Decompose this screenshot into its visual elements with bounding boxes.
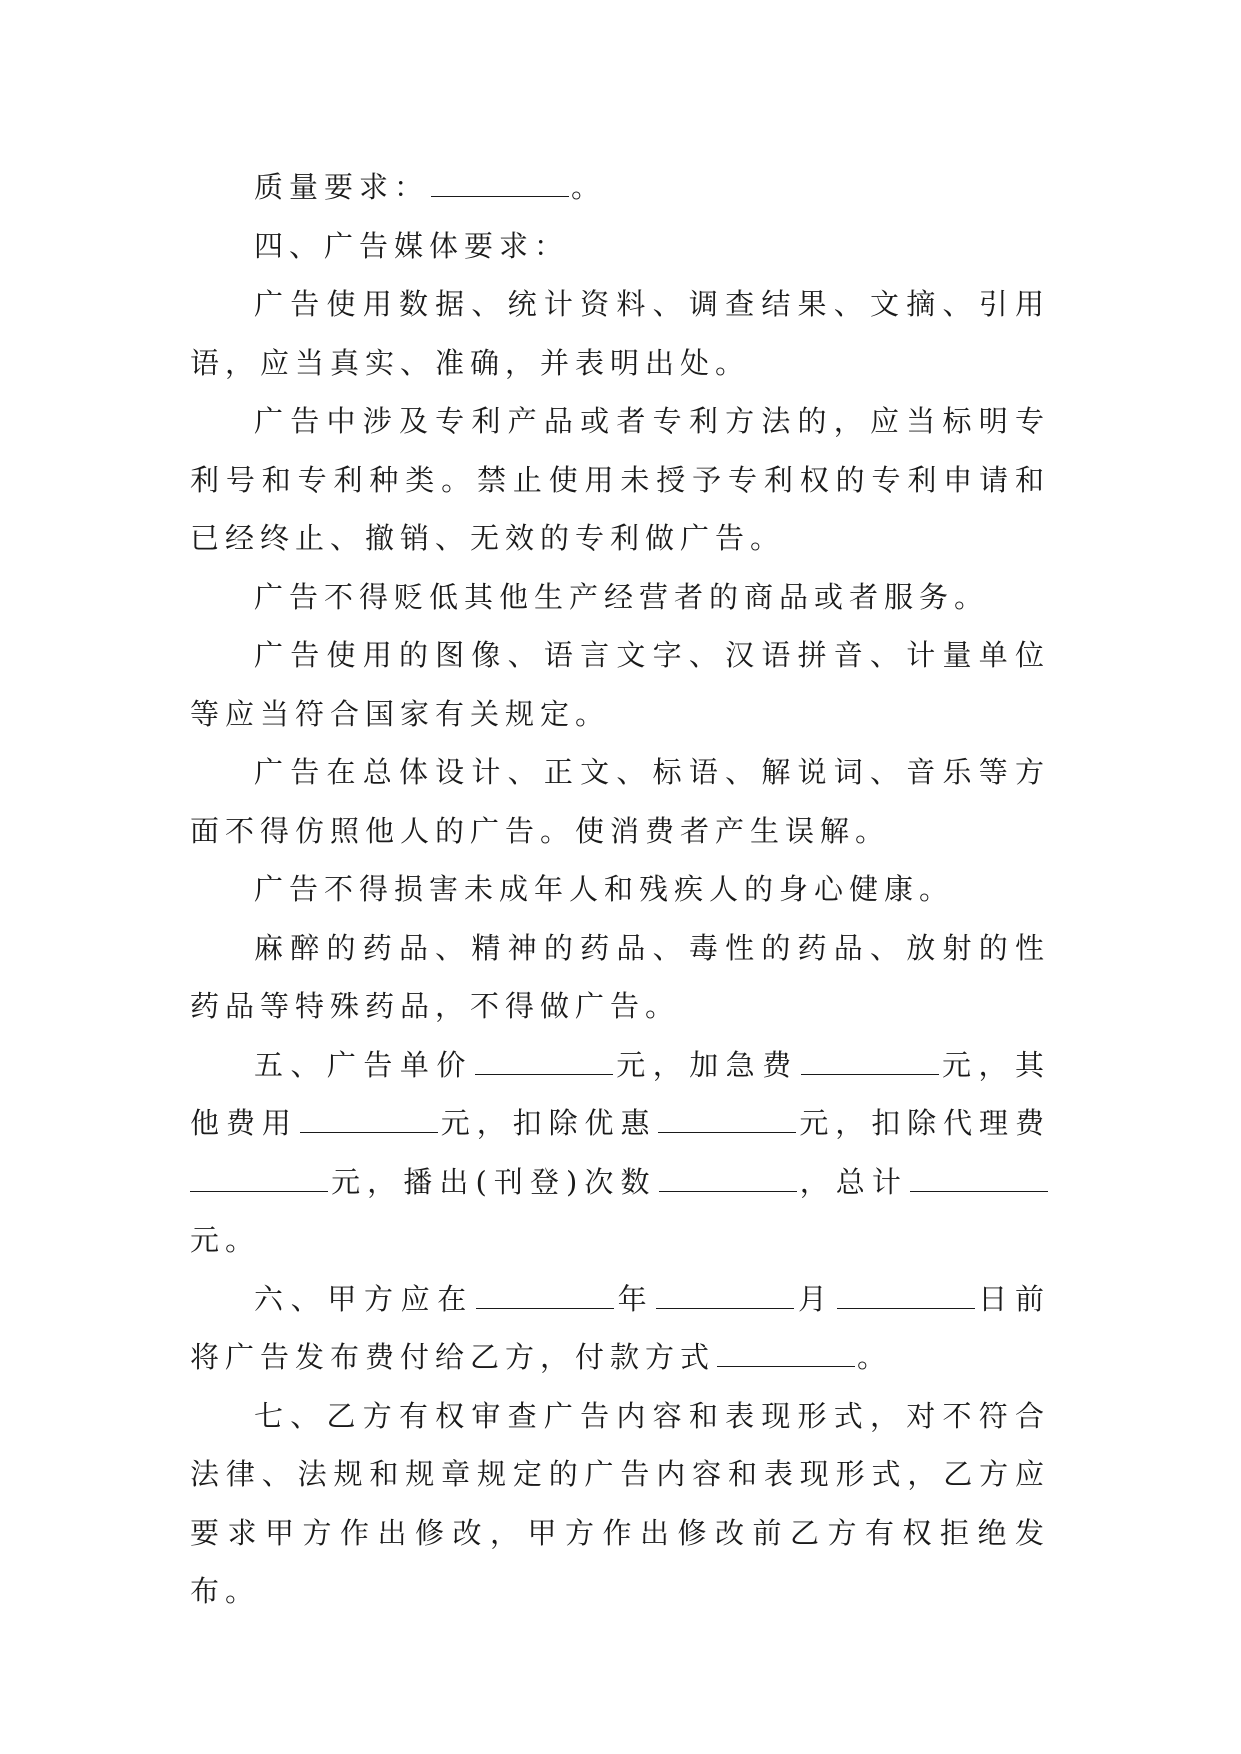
- year-blank: [476, 1286, 614, 1309]
- quality-blank: [431, 174, 569, 197]
- section-4-para-2: 广告中涉及专利产品或者专利方法的，应当标明专利号和专利种类。禁止使用未授予专利权的专利申请和已经终止、撤销、无效的专利做广告。: [190, 404, 1050, 555]
- unit-price-blank: [475, 1052, 613, 1075]
- section-4-para-3: 广告不得贬低其他生产经营者的商品或者服务。: [254, 579, 990, 614]
- payment-end: 。: [857, 1340, 893, 1374]
- month-label: 月: [796, 1281, 835, 1316]
- section-7-review: 七、乙方有权审查广告内容和表现形式，对不符合法律、法规和规章规定的广告内容和表现形式，乙方应要求甲方作出修改，甲方作出修改前乙方有权拒绝发布。: [190, 1398, 1050, 1608]
- total-label: ，总计: [798, 1164, 908, 1199]
- section-6-payment: [190, 1270, 1050, 1387]
- other-fee-label: 元，其他费用: [190, 1047, 1050, 1140]
- rush-fee-blank: [801, 1052, 939, 1075]
- total-blank: [910, 1169, 1048, 1192]
- section-4-para-5: 广告在总体设计、正文、标语、解说词、音乐等方面不得仿照他人的广告。使消费者产生误解。: [190, 755, 1050, 848]
- document-body: [190, 158, 1050, 1621]
- month-blank: [656, 1286, 794, 1309]
- section-4-heading: 四、广告媒体要求：: [254, 228, 570, 263]
- rush-fee-label: 元，加急费: [614, 1047, 799, 1082]
- quality-label: 质量要求：: [254, 170, 430, 204]
- payment-method-label: 日前将广告发布费付给乙方，付款方式: [190, 1281, 1050, 1374]
- quality-requirement-line: [190, 158, 1050, 217]
- unit-price-label: 五、广告单价: [254, 1047, 473, 1082]
- section-4-para-7: 麻醉的药品、精神的药品、毒性的药品、放射的性药品等特殊药品，不得做广告。: [190, 930, 1050, 1023]
- agency-fee-label: 元，扣除代理费: [798, 1106, 1050, 1140]
- total-unit: 元。: [190, 1223, 261, 1257]
- payment-date-label: 六、甲方应在: [254, 1281, 474, 1316]
- broadcast-count-blank: [659, 1169, 797, 1192]
- discount-blank: [658, 1110, 796, 1133]
- section-4-para-6: 广告不得损害未成年人和残疾人的身心健康。: [254, 872, 955, 906]
- discount-label: 元，扣除优惠: [439, 1106, 657, 1140]
- quality-end: 。: [571, 170, 607, 204]
- section-4-para-4: 广告使用的图像、语言文字、汉语拼音、计量单位等应当符合国家有关规定。: [190, 638, 1050, 731]
- payment-method-blank: [717, 1344, 855, 1367]
- section-4-para-1: 广告使用数据、统计资料、调查结果、文摘、引用语，应当真实、准确，并表明出处。: [190, 287, 1050, 380]
- section-5-fees: [190, 1036, 1050, 1270]
- agency-fee-blank: [190, 1169, 328, 1192]
- other-fee-blank: [300, 1110, 438, 1133]
- broadcast-count-label: 元，播出(刊登)次数: [330, 1164, 657, 1199]
- day-blank: [837, 1286, 975, 1309]
- year-label: 年: [615, 1281, 655, 1316]
